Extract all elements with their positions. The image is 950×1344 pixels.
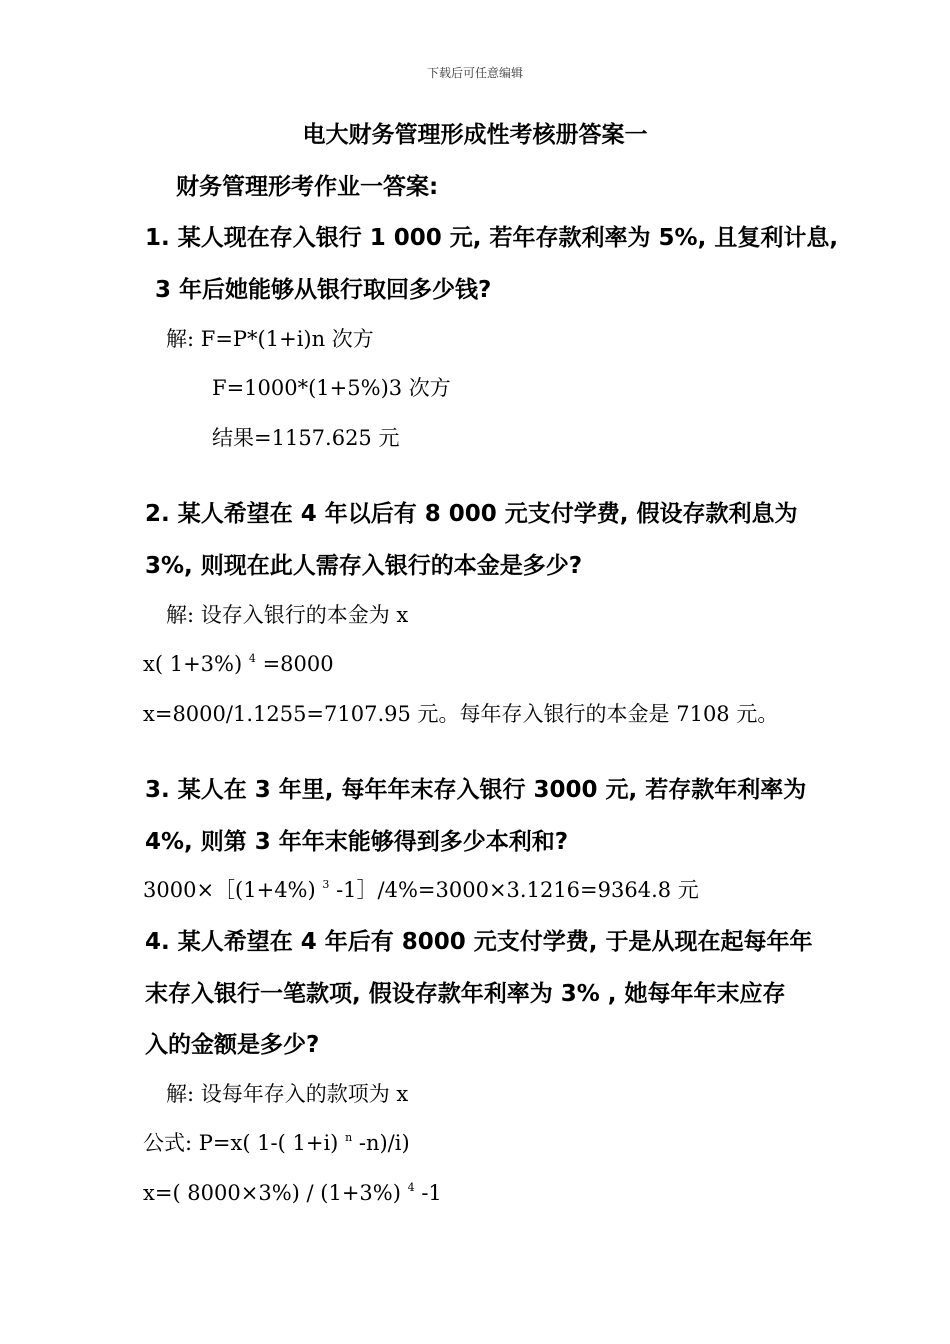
q3-solution-line-1 — [143, 880, 699, 901]
question-1-line-2: 3 年后她能够从银行取回多少钱? — [155, 277, 492, 303]
q2-equation-exponent: 4 — [248, 652, 256, 665]
q4-equation-part-a: x=( 8000×3%) / (1+3%) — [143, 1181, 401, 1205]
section-subtitle: 财务管理形考作业一答案: — [176, 174, 439, 200]
q1-solution-line-1: 解: F=P*(1+i)n 次方 — [166, 327, 374, 351]
q2-equation-tail: =8000 — [262, 652, 334, 676]
document-title: 电大财务管理形成性考核册答案一 — [302, 122, 648, 148]
q4-solution-line-1: 解: 设每年存入的款项为 x — [166, 1082, 409, 1106]
question-2-line-1: 2. 某人希望在 4 年以后有 8 000 元支付学费, 假设存款利息为 — [145, 501, 798, 527]
page-header: 下载后可任意编辑 — [426, 66, 523, 80]
q4-solution-line-3 — [143, 1183, 442, 1204]
question-1-line-1: 1. 某人现在存入银行 1 000 元, 若年存款利率为 5%, 且复利计息, — [145, 225, 839, 251]
q2-equation-base: x( 1+3%) — [143, 652, 243, 676]
question-4-line-3: 入的金额是多少? — [145, 1032, 320, 1058]
q4-solution-line-2 — [143, 1133, 410, 1154]
q3-equation-part-a: 3000×［(1+4%) — [143, 878, 316, 902]
q1-solution-line-3: 结果=1157.625 元 — [212, 426, 400, 450]
q1-solution-line-2: F=1000*(1+5%)3 次方 — [212, 376, 451, 400]
q4-equation-part-b: -1 — [421, 1181, 442, 1205]
q3-equation-exponent: 3 — [322, 878, 330, 891]
question-3-line-1: 3. 某人在 3 年里, 每年年末存入银行 3000 元, 若存款年利率为 — [145, 777, 807, 803]
question-4-line-1: 4. 某人希望在 4 年后有 8000 元支付学费, 于是从现在起每年年 — [145, 929, 813, 955]
q2-solution-line-2 — [143, 654, 334, 675]
q2-solution-line-1: 解: 设存入银行的本金为 x — [166, 603, 409, 627]
q4-formula-part-b: -n)/i) — [358, 1131, 410, 1155]
q4-equation-exponent: 4 — [407, 1181, 415, 1194]
q3-equation-part-b: -1］/4%=3000×3.1216=9364.8 元 — [336, 878, 699, 902]
q4-formula-exponent: n — [345, 1131, 353, 1144]
question-3-line-2: 4%, 则第 3 年年末能够得到多少本利和? — [145, 829, 569, 855]
question-2-line-2: 3%, 则现在此人需存入银行的本金是多少? — [145, 553, 583, 579]
question-4-line-2: 末存入银行一笔款项, 假设存款年利率为 3% , 她每年年末应存 — [145, 981, 786, 1007]
q2-solution-line-3: x=8000/1.1255=7107.95 元。每年存入银行的本金是 7108 元。 — [143, 702, 779, 726]
q4-formula-part-a: 公式: P=x( 1-( 1+i) — [143, 1131, 339, 1155]
